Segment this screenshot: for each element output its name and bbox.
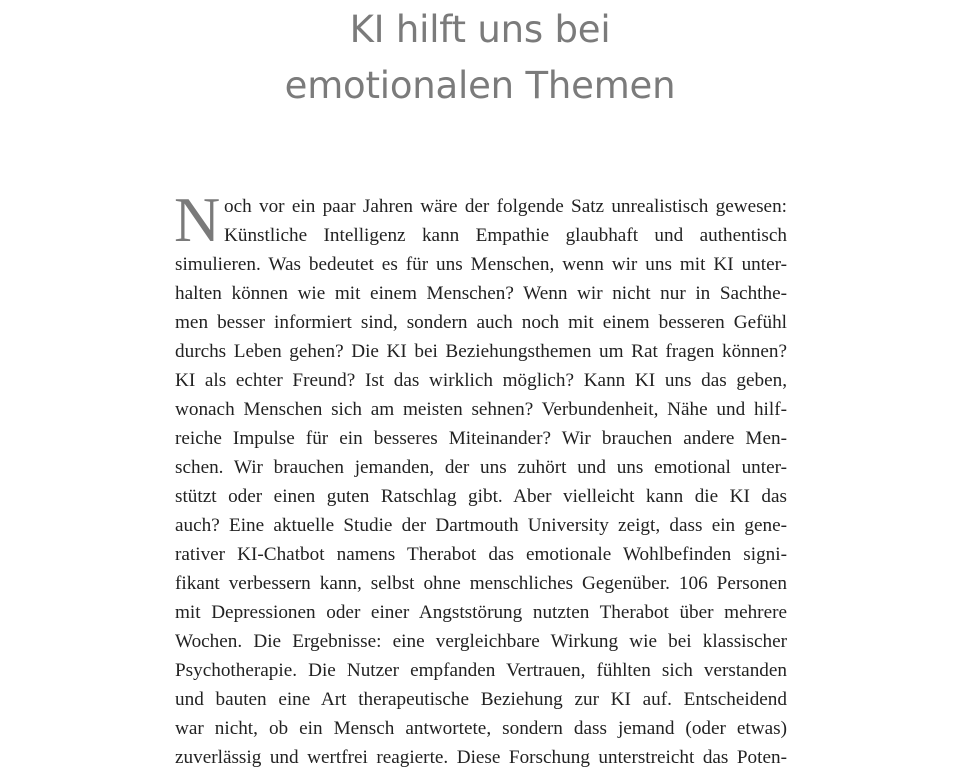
paragraph-line: stützt oder einen guten Ratschlag gibt. Aber vielleicht kann die KI das [175, 486, 787, 507]
chapter-title-line-1: KI hilft uns bei [349, 8, 611, 51]
paragraph-line: rativer KI-Chatbot namens Therabot das emotionale Wohlbefinden signi- [175, 544, 787, 565]
paragraph-line: Künstliche Intelligenz kann Empathie glaubhaft und authentisch [224, 225, 787, 246]
paragraph-line: zuverlässig und wertfrei reagierte. Diese Forschung unterstreicht das Poten- [175, 747, 787, 768]
drop-cap: N [174, 184, 221, 255]
paragraph-line: Psychotherapie. Die Nutzer empfanden Vertrauen, fühlten sich verstanden [175, 660, 787, 681]
paragraph-line: schen. Wir brauchen jemanden, der uns zuhört und uns emotional unter- [175, 457, 787, 478]
paragraph-line: fikant verbessern kann, selbst ohne menschliches Gegenüber. 106 Personen [175, 573, 787, 594]
paragraph-line: simulieren. Was bedeutet es für uns Menschen, wenn wir uns mit KI unter- [175, 254, 787, 275]
chapter-title-line-2: emotionalen Themen [284, 64, 676, 107]
paragraph-line: durchs Leben gehen? Die KI bei Beziehungsthemen um Rat fragen können? [175, 341, 787, 362]
chapter-title [0, 2, 960, 114]
paragraph-line: auch? Eine aktuelle Studie der Dartmouth University zeigt, dass ein gene- [175, 515, 787, 536]
paragraph-line: mit Depressionen oder einer Angststörung nutzten Therabot über mehrere [175, 602, 787, 623]
paragraph-line: och vor ein paar Jahren wäre der folgende Satz unrealistisch gewesen: [224, 196, 787, 217]
paragraph-line: halten können wie mit einem Menschen? Wenn wir nicht nur in Sachthe- [175, 283, 787, 304]
paragraph-line: reiche Impulse für ein besseres Miteinander? Wir brauchen andere Men- [175, 428, 787, 449]
paragraph-line: KI als echter Freund? Ist das wirklich möglich? Kann KI uns das geben, [175, 370, 787, 391]
body-paragraph [175, 192, 787, 768]
paragraph-line: men besser informiert sind, sondern auch noch mit einem besseren Gefühl [175, 312, 787, 333]
paragraph-line: Wochen. Die Ergebnisse: eine vergleichbare Wirkung wie bei klassischer [175, 631, 787, 652]
paragraph-line: wonach Menschen sich am meisten sehnen? Verbundenheit, Nähe und hilf- [175, 399, 787, 420]
paragraph-line: war nicht, ob ein Mensch antwortete, sondern dass jemand (oder etwas) [175, 718, 787, 739]
paragraph-line: und bauten eine Art therapeutische Beziehung zur KI auf. Entscheidend [175, 689, 787, 710]
